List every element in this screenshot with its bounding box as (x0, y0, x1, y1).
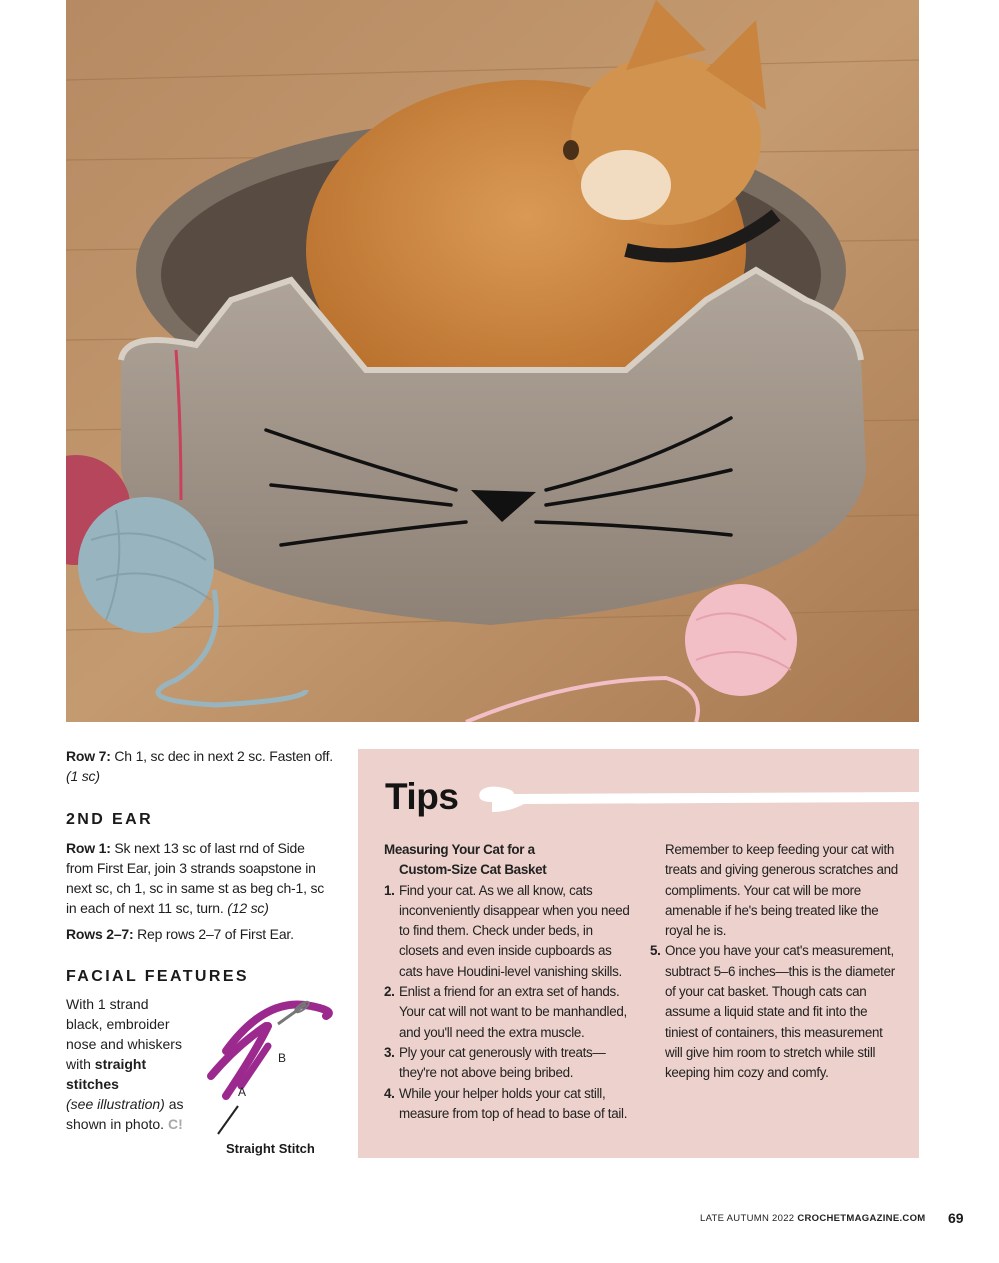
straight-stitch-caption: Straight Stitch (226, 1141, 315, 1156)
tip-item-3 (384, 1043, 634, 1084)
tip-text: Once you have your cat's measurement, subtract 5–6 inches—this is the diameter of your cat basket. Though cats can assume a liquid state and fit into the tiniest of containers, this measurement will give him room to stretch while still keeping him cozy and comfy. (665, 943, 895, 1081)
facial-bold: straight stitches (66, 1056, 147, 1092)
facial-features-heading: FACIAL FEATURES (66, 968, 249, 985)
straight-stitch-icon (196, 996, 346, 1141)
facial-see-illustration: (see illustration) (66, 1096, 165, 1112)
tip-text: Ply your cat generously with treats—they're not above being bribed. (399, 1044, 606, 1081)
crochet-hook-icon (474, 782, 919, 822)
tips-subhead-line1: Measuring Your Cat for a (384, 842, 535, 857)
tips-title: Tips (385, 776, 459, 817)
second-ear-row1-count: (12 sc) (227, 900, 269, 916)
second-ear-heading: 2ND EAR (66, 811, 154, 828)
tips-column-2 (650, 840, 900, 1084)
label-a: A (238, 1085, 247, 1099)
straight-stitch-illustration (196, 996, 346, 1141)
facial-features-text (66, 994, 186, 1134)
second-ear-rows-text: Rep rows 2–7 of First Ear. (133, 926, 294, 942)
tips-column-1 (384, 840, 634, 1124)
second-ear-row1-text: Sk next 13 sc of last rnd of Side from First Ear, join 3 strands soapstone in next sc, ch 1, sc in same st as beg ch-1, sc in each of next 11 sc, turn. (66, 840, 325, 916)
tip-number: 3. (384, 1044, 395, 1060)
tip-item-1 (384, 881, 634, 982)
tip-number: 1. (384, 882, 395, 898)
tip-keep-feeding: Remember to keep feeding your cat with treats and giving generous scratches and compliments. Your cat will be more amenable if he's being treated like the royal he is. (665, 842, 898, 939)
tip-text: Enlist a friend for an extra set of hands. Your cat will not want to be manhandled, and you'll need the extra muscle. (399, 984, 627, 1040)
tip-text: Find your cat. As we all know, cats inconveniently disappear when you need to find them. Check under beds, in closets and even inside cupboards as cats have Houdini-level vanishing skills. (399, 882, 630, 979)
tip-item-5 (650, 941, 900, 1083)
facial-text-a: With 1 strand black, embroider nose and whiskers with (66, 996, 182, 1072)
page-number: 69 (948, 1210, 964, 1226)
tip-number: 2. (384, 984, 395, 1000)
footer-site: CROCHETMAGAZINE.COM (797, 1213, 926, 1224)
cat-in-crocheted-basket-photo (66, 0, 919, 722)
tip-text: While your helper holds your cat still, measure from top of head to base of tail. (399, 1085, 628, 1121)
tip-item-2 (384, 982, 634, 1043)
row7-count: (1 sc) (66, 768, 100, 784)
tips-subhead (384, 840, 634, 881)
cat-basket-photo (66, 0, 919, 722)
facial-text-b: as shown in photo. (66, 1096, 184, 1132)
label-b: B (278, 1051, 287, 1065)
second-ear-row1-label: Row 1: (66, 840, 111, 856)
pattern-row7 (66, 746, 336, 792)
second-ear-instructions (66, 838, 328, 950)
tip-number: 4. (384, 1085, 395, 1101)
row7-label: Row 7: (66, 748, 111, 764)
row7-text: Ch 1, sc dec in next 2 sc. Fasten off. (110, 748, 333, 764)
tip-item-4 (384, 1084, 634, 1125)
tips-subhead-line2: Custom-Size Cat Basket (399, 862, 547, 878)
photo-reference-mark: C! (167, 1116, 183, 1132)
second-ear-rows-label: Rows 2–7: (66, 926, 134, 942)
footer-issue: LATE AUTUMN 2022 (700, 1213, 798, 1224)
tip-number: 5. (650, 943, 661, 959)
page-footer (700, 1213, 925, 1224)
